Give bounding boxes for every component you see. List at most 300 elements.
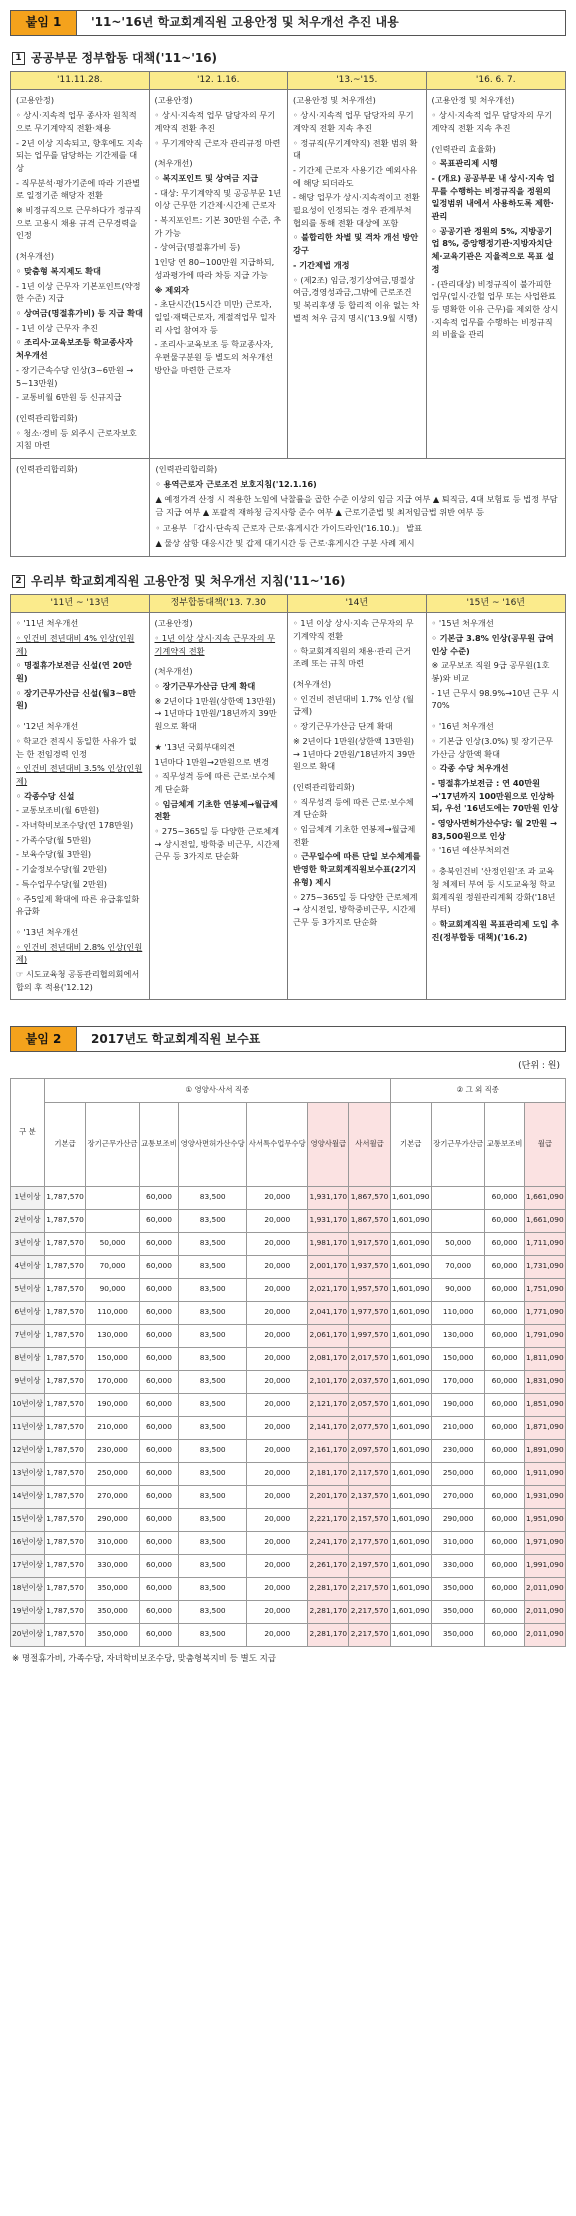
salary-step-cell: 20년이상 [11, 1623, 45, 1646]
salary-cell: 60,000 [139, 1623, 178, 1646]
salary-cell: 1,917,570 [349, 1232, 390, 1255]
salary-cell: 83,500 [179, 1416, 247, 1439]
salary-cell: 60,000 [139, 1554, 178, 1577]
section1-line: ◦ 조리사·교육보조등 학교종사자 처우개선 [16, 337, 133, 361]
salary-cell: 90,000 [431, 1278, 485, 1301]
section1-line: ◦ 맞춤형 복지제도 확대 [16, 265, 101, 276]
salary-cell: 1,891,090 [524, 1439, 565, 1462]
section1-line: ◦ 상여금(명절휴가비) 등 지급 확대 [16, 307, 143, 318]
section1-line: ◦ 상시·지속적 업무 종사자 원칙적으로 무기계약직 전환·채용 [16, 110, 137, 133]
salary-cell: 50,000 [431, 1232, 485, 1255]
table-row [11, 1278, 566, 1301]
salary-col-header: 영양사면허가산수당 [179, 1102, 247, 1186]
salary-cell: 60,000 [139, 1485, 178, 1508]
table-row [11, 1209, 566, 1232]
salary-cell: 330,000 [86, 1554, 140, 1577]
section1-line: ◦ 정규직(무기계약직) 전환 범위 확대 [293, 137, 418, 161]
salary-col-header: 영양사월급 [308, 1102, 349, 1186]
salary-cell: 2,011,090 [524, 1623, 565, 1646]
salary-cell: 83,500 [179, 1623, 247, 1646]
salary-cell: 20,000 [247, 1554, 308, 1577]
salary-cell: 1,601,090 [390, 1255, 431, 1278]
section2-line: - 1년 근무시 98.9%→10년 근무 시 70% [431, 687, 560, 711]
salary-cell: 2,281,170 [308, 1600, 349, 1623]
salary-cell: 60,000 [485, 1324, 524, 1347]
salary-cell: 2,017,570 [349, 1347, 390, 1370]
salary-step-cell: 2년이상 [11, 1209, 45, 1232]
section1-line: (고용안정) [154, 95, 193, 106]
salary-cell: 83,500 [179, 1600, 247, 1623]
salary-cell: 190,000 [431, 1393, 485, 1416]
section1-col-body [11, 90, 150, 458]
section2-line: ◦ 직무성격 등에 따른 근로·보수체계 단순화 [293, 796, 414, 820]
table-row [11, 1324, 566, 1347]
salary-cell: 1,787,570 [45, 1439, 86, 1462]
salary-cell: 250,000 [86, 1462, 140, 1485]
section1-line: ◦ 목표관리제 시행 [431, 158, 498, 169]
section1-line: (처우개선) [154, 158, 193, 169]
salary-cell: 1,931,090 [524, 1485, 565, 1508]
section1-line: (고용안정 및 처우개선) [431, 95, 515, 106]
section1-line: - 초단시간(15시간 미만) 근로자, 일일·재택근로자, 계절적업무 일자리 사업 참여자 등 [154, 299, 276, 335]
salary-cell: 1,787,570 [45, 1232, 86, 1255]
salary-cell: 60,000 [485, 1370, 524, 1393]
salary-cell: 2,021,170 [308, 1278, 349, 1301]
salary-cell [431, 1186, 485, 1209]
salary-cell: 110,000 [86, 1301, 140, 1324]
salary-cell: 210,000 [86, 1416, 140, 1439]
section2-line: ◦ 인건비 전년대비 1.7% 인상 (월급제) [293, 693, 414, 717]
salary-cell: 60,000 [485, 1255, 524, 1278]
salary-cell: 83,500 [179, 1508, 247, 1531]
salary-cell: 1,971,090 [524, 1531, 565, 1554]
section2-line: - 교통보조비(월 6만원) [16, 805, 100, 816]
table-row [11, 1462, 566, 1485]
salary-cell: 2,217,570 [349, 1600, 390, 1623]
salary-cell: 60,000 [139, 1439, 178, 1462]
table-row [11, 1255, 566, 1278]
salary-group1-header: ① 영양사·사서 직종 [45, 1078, 391, 1102]
section1-mgmt-right [150, 459, 566, 556]
salary-cell: 2,281,170 [308, 1623, 349, 1646]
salary-step-cell: 15년이상 [11, 1508, 45, 1531]
section2-line: - 특수업무수당(월 2만원) [16, 878, 107, 889]
section1-mgmt-line: ▲ 물상 삼항 대응시간 및 갑제 대기시간 등 근로·휴게시간 구분 사례 제시 [155, 537, 415, 548]
salary-cell: 20,000 [247, 1186, 308, 1209]
salary-cell: 20,000 [247, 1485, 308, 1508]
salary-cell: 60,000 [139, 1600, 178, 1623]
section2-line: - 영양사면허가산수당: 월 2만원 → 83,500원으로 인상 [431, 818, 558, 841]
section1-line: ◦ 청소·경비 등 외주시 근로자보호지침 마련 [16, 427, 137, 451]
salary-cell: 1,931,170 [308, 1209, 349, 1232]
section1-line: (인력관리 효율화) [431, 143, 496, 154]
salary-cell: 1,811,090 [524, 1347, 565, 1370]
salary-cell: 2,197,570 [349, 1554, 390, 1577]
salary-cell: 1,957,570 [349, 1278, 390, 1301]
salary-step-cell: 17년이상 [11, 1554, 45, 1577]
section2-col-header: '14년 [288, 595, 427, 613]
section2-line: ◦ '15년 처우개선 [431, 618, 494, 629]
section1-line: ◦ 상시·지속적 업무 담당자의 무기계약직 전환 지속 추진 [431, 110, 553, 133]
salary-step-cell: 5년이상 [11, 1278, 45, 1301]
section1-line: ◦ 상시·지속적 업무 담당자의 무기계약직 전환 추진 [154, 110, 276, 133]
salary-cell: 1,791,090 [524, 1324, 565, 1347]
salary-cell: 1,787,570 [45, 1324, 86, 1347]
section1-line: 1인당 연 80~100만원 지급하되, 성과평가에 따라 차등 지급 가능 [154, 257, 275, 280]
section1-col-body [427, 90, 566, 458]
salary-cell: 83,500 [179, 1531, 247, 1554]
salary-cell: 2,177,570 [349, 1531, 390, 1554]
salary-cell: 60,000 [139, 1393, 178, 1416]
appendix2-title: 2017년도 학교회계직원 보수표 [91, 1031, 261, 1046]
salary-cell: 2,037,570 [349, 1370, 390, 1393]
table-row [11, 1232, 566, 1255]
salary-cell: 2,217,570 [349, 1577, 390, 1600]
section2-line: ◦ 기본급 3.8% 인상(공무원 급여 인상 수준) [431, 632, 554, 656]
section2-line: ◦ 각종수당 신설 [16, 790, 75, 801]
section1-mgmt-line: ◦ 고용부 「갑시·단속직 근로자 근로·휴게시간 가이드라인('16.10.)」 발표 [155, 522, 423, 533]
salary-cell: 60,000 [139, 1232, 178, 1255]
salary-table [10, 1078, 566, 1647]
salary-cell [431, 1209, 485, 1232]
salary-cell: 20,000 [247, 1232, 308, 1255]
table-row [11, 1370, 566, 1393]
salary-cell: 60,000 [139, 1508, 178, 1531]
section2-col-body [11, 613, 150, 999]
section2-number: 2 [12, 575, 25, 588]
salary-step-cell: 7년이상 [11, 1324, 45, 1347]
section2-line: (처우개선) [293, 679, 332, 690]
salary-cell: 350,000 [431, 1600, 485, 1623]
salary-cell: 290,000 [86, 1508, 140, 1531]
section1-col-header: '13.~'15. [288, 72, 427, 90]
section2-line: (처우개선) [154, 666, 193, 677]
section2-line: - 자녀학비보조수당(연 178만원) [16, 820, 134, 831]
section2-line: ◦ 충북인건비 '산정인원'조 과 교육청 체제터 부여 등 시도교육청 학교회계직원 정원관리계획 강화('18년부터) [431, 866, 556, 915]
salary-cell: 60,000 [485, 1577, 524, 1600]
salary-step-cell: 12년이상 [11, 1439, 45, 1462]
salary-cell: 83,500 [179, 1439, 247, 1462]
salary-footnote: ※ 명절휴가비, 가족수당, 자녀학비보조수당, 맞춤형복지비 등 별도 지급 [12, 1653, 277, 1664]
appendix1-badge: 붙임 1 [11, 11, 77, 35]
salary-cell: 1,787,570 [45, 1531, 86, 1554]
section1-line: (고용안정) [16, 95, 55, 106]
salary-cell: 83,500 [179, 1393, 247, 1416]
salary-cell: 83,500 [179, 1324, 247, 1347]
appendix1-header [10, 10, 566, 36]
salary-col-header: 월급 [524, 1102, 565, 1186]
salary-cell: 1,787,570 [45, 1508, 86, 1531]
salary-cell: 250,000 [431, 1462, 485, 1485]
section1-col-body [150, 90, 289, 458]
section2-line: ※ 2년이다 1만원(상한액 13만원) → 1년마다 1만원/'18년까지 39만원으로 확대 [154, 695, 277, 732]
appendix2-header [10, 1026, 566, 1052]
salary-cell: 1,601,090 [390, 1577, 431, 1600]
salary-cell: 20,000 [247, 1209, 308, 1232]
salary-cell: 83,500 [179, 1301, 247, 1324]
section1-line: ※ 비정규직으로 근무하다가 정규직으로 고용시 채용 규격 근무경력을 인정 [16, 205, 142, 241]
salary-cell: 1,787,570 [45, 1186, 86, 1209]
salary-cell: 60,000 [485, 1416, 524, 1439]
section2-line: ◦ 인건비 전년대비 2.8% 인상(인원제) [16, 941, 143, 965]
section1-mgmt-left: (인력관리합리화) [11, 459, 150, 556]
salary-col-header: 장기근무가산금 [86, 1102, 140, 1186]
salary-cell: 83,500 [179, 1232, 247, 1255]
salary-cell: 83,500 [179, 1255, 247, 1278]
table-row [11, 1485, 566, 1508]
salary-cell: 60,000 [139, 1416, 178, 1439]
salary-cell: 20,000 [247, 1347, 308, 1370]
table-row [11, 1347, 566, 1370]
section1-mgmt-line: (인력관리합리화) [155, 464, 218, 475]
salary-cell [86, 1186, 140, 1209]
salary-cell: 83,500 [179, 1462, 247, 1485]
salary-cell: 60,000 [139, 1278, 178, 1301]
section1-col-header: '16. 6. 7. [427, 72, 566, 90]
section2-line: ◦ '12년 처우개선 [16, 721, 79, 732]
salary-cell: 150,000 [431, 1347, 485, 1370]
salary-cell: 2,011,090 [524, 1577, 565, 1600]
table-row [11, 1600, 566, 1623]
salary-cell: 1,601,090 [390, 1324, 431, 1347]
salary-cell: 170,000 [86, 1370, 140, 1393]
salary-cell: 1,787,570 [45, 1485, 86, 1508]
salary-cell: 20,000 [247, 1324, 308, 1347]
section2-line: ◦ 주5일제 확대에 따른 유급휴일화 유급화 [16, 893, 140, 917]
section1-line: ◦ 공공기관 정원의 5%, 지방공기업 8%, 중앙행정기관·지방자치단체·교육기관은 지율적으로 목표 설정 [431, 225, 554, 274]
salary-step-cell: 9년이상 [11, 1370, 45, 1393]
salary-cell: 60,000 [485, 1278, 524, 1301]
salary-cell: 2,161,170 [308, 1439, 349, 1462]
section1-line: - 1년 이상 근무자 기본포인트(약정한 수준) 지급 [16, 280, 141, 304]
salary-cell: 1,931,170 [308, 1186, 349, 1209]
salary-cell: 310,000 [431, 1531, 485, 1554]
salary-cell: 60,000 [485, 1301, 524, 1324]
salary-cell: 190,000 [86, 1393, 140, 1416]
table-row [11, 1577, 566, 1600]
section1-line: ◦ 상시·지속적 업무 담당자의 무기계약직 전환 지속 추진 [293, 110, 414, 133]
section1-line: - (개요) 공공부문 내 상시·지속 업무를 수행하는 비정규직을 정원의 일정범위 내에서 사용하도록 제한·관리 [431, 172, 555, 222]
section1-line: ◦ 복지포인트 및 상여금 지급 [154, 172, 259, 183]
section1-line: - 장기근속수당 인상(3~6만원 → 5~13만원) [16, 364, 134, 388]
table-row [11, 1393, 566, 1416]
salary-cell: 1,601,090 [390, 1278, 431, 1301]
salary-cell: 20,000 [247, 1439, 308, 1462]
salary-cell: 20,000 [247, 1393, 308, 1416]
salary-step-cell: 18년이상 [11, 1577, 45, 1600]
salary-cell: 1,601,090 [390, 1232, 431, 1255]
salary-cell: 20,000 [247, 1531, 308, 1554]
salary-cell: 60,000 [139, 1324, 178, 1347]
table-row [11, 1623, 566, 1646]
section2-col-header: '15년 ~ '16년 [427, 595, 566, 613]
salary-cell: 60,000 [139, 1255, 178, 1278]
section1-mgmt-line: ▲ 예정가격 산정 시 적용한 노임에 낙찰률을 곱한 수준 이상의 임금 지급 여부 ▲ 퇴직금, 4대 보험료 등 법정 부담금 지급 여부 ▲ 포괄적 재하청 금지사항 준수 여부 ▲ 근로기준법 및 최저임금법 위반 여부 등 [155, 494, 558, 518]
salary-step-cell: 1년이상 [11, 1186, 45, 1209]
table-row [11, 1531, 566, 1554]
salary-cell: 2,011,090 [524, 1600, 565, 1623]
salary-cell: 60,000 [485, 1347, 524, 1370]
salary-cell: 150,000 [86, 1347, 140, 1370]
section2-col-header: '11년 ~ '13년 [11, 595, 150, 613]
salary-cell: 1,991,090 [524, 1554, 565, 1577]
salary-step-cell: 13년이상 [11, 1462, 45, 1485]
salary-cell: 350,000 [431, 1577, 485, 1600]
table-row [11, 1186, 566, 1209]
salary-cell: 2,281,170 [308, 1577, 349, 1600]
salary-cell: 1,867,570 [349, 1186, 390, 1209]
section2-col-header: 정부합동대책('13. 7.30 [150, 595, 289, 613]
salary-cell: 60,000 [485, 1439, 524, 1462]
section2-line: ※ 2년이다 1만원(상한액 13만원) → 1년마다 2만원/'18년까지 39만원으로 확대 [293, 735, 416, 772]
salary-cell: 70,000 [86, 1255, 140, 1278]
salary-cell: 1,601,090 [390, 1439, 431, 1462]
salary-cell: 1,871,090 [524, 1416, 565, 1439]
salary-cell: 230,000 [431, 1439, 485, 1462]
salary-cell: 60,000 [139, 1462, 178, 1485]
salary-cell: 60,000 [485, 1623, 524, 1646]
salary-cell: 350,000 [431, 1623, 485, 1646]
section2-line: (고용안정) [154, 618, 193, 629]
salary-cell: 20,000 [247, 1370, 308, 1393]
section1-line: ◦ 무기계약직 근로자 관리규정 마련 [154, 137, 281, 148]
salary-cell: 1,977,570 [349, 1301, 390, 1324]
salary-cell: 90,000 [86, 1278, 140, 1301]
salary-cell: 1,601,090 [390, 1393, 431, 1416]
salary-cell: 1,787,570 [45, 1370, 86, 1393]
salary-cell: 1,787,570 [45, 1255, 86, 1278]
salary-cell: 60,000 [139, 1186, 178, 1209]
section1-line: - 직무분석·평가기준에 따라 기관별로 일정기준 해당자 전환 [16, 177, 141, 201]
section1-number: 1 [12, 52, 25, 65]
salary-cell: 1,711,090 [524, 1232, 565, 1255]
salary-cell: 83,500 [179, 1347, 247, 1370]
section2-line: ◦ 근무일수에 따른 단일 보수체계를 반영한 학교회계직원보수표(2기지 유형) 제시 [293, 851, 421, 887]
salary-col-header: 기본급 [390, 1102, 431, 1186]
salary-col-header: 교통보조비 [485, 1102, 524, 1186]
salary-cell: 1,981,170 [308, 1232, 349, 1255]
salary-cell: 60,000 [485, 1393, 524, 1416]
salary-col-header: 사서특수업무수당 [247, 1102, 308, 1186]
salary-cell: 60,000 [485, 1531, 524, 1554]
salary-cell: 20,000 [247, 1577, 308, 1600]
salary-cell: 1,601,090 [390, 1600, 431, 1623]
salary-cell: 1,851,090 [524, 1393, 565, 1416]
salary-cell: 1,867,570 [349, 1209, 390, 1232]
salary-cell: 83,500 [179, 1485, 247, 1508]
table-row [11, 1301, 566, 1324]
section1-line: (처우개선) [16, 251, 55, 262]
salary-cell: 2,097,570 [349, 1439, 390, 1462]
salary-cell: 20,000 [247, 1508, 308, 1531]
section2-col-body [288, 613, 427, 999]
section2-title: 우리부 학교회계직원 고용안정 및 처우개선 지침('11~'16) [31, 573, 346, 588]
section1-line: - 기간제법 개정 [293, 259, 350, 270]
salary-cell: 60,000 [485, 1485, 524, 1508]
salary-cell: 83,500 [179, 1278, 247, 1301]
salary-cell: 50,000 [86, 1232, 140, 1255]
section1-line: - 상여금(명절휴가비 등) [154, 242, 241, 253]
salary-cell: 2,057,570 [349, 1393, 390, 1416]
section2-grid [10, 594, 566, 1000]
section2-line: ◦ 인건비 전년대비 3.5% 인상(인원제) [16, 763, 143, 786]
section2-line: - 명절휴가보전금 : 연 40만원→'17년까지 100만원으로 인상하되, 우선 '16년도에는 70만원 인상 [431, 777, 559, 814]
salary-cell: 1,787,570 [45, 1416, 86, 1439]
salary-cell: 1,601,090 [390, 1462, 431, 1485]
salary-cell: 230,000 [86, 1439, 140, 1462]
section2-col-body [427, 613, 566, 999]
salary-stub-header: 구 분 [11, 1078, 45, 1186]
salary-cell: 1,601,090 [390, 1347, 431, 1370]
salary-cell: 20,000 [247, 1416, 308, 1439]
salary-cell: 60,000 [485, 1554, 524, 1577]
section2-line: ◦ 장기근무가산금 단계 확대 [293, 721, 393, 732]
section2-line: ◦ 인건비 전년대비 4% 인상(인원제) [16, 632, 135, 656]
section2-line: ◦ 각종 수당 처우개선 [431, 763, 509, 774]
salary-cell: 270,000 [86, 1485, 140, 1508]
table-row [11, 1439, 566, 1462]
salary-step-cell: 11년이상 [11, 1416, 45, 1439]
salary-cell [86, 1209, 140, 1232]
salary-cell: 2,137,570 [349, 1485, 390, 1508]
salary-step-cell: 3년이상 [11, 1232, 45, 1255]
salary-cell: 2,201,170 [308, 1485, 349, 1508]
appendix1-title: '11~'16년 학교회계직원 고용안정 및 처우개선 추진 내용 [91, 15, 399, 30]
salary-cell: 1,601,090 [390, 1485, 431, 1508]
section1-col-header: '11.11.28. [11, 72, 150, 90]
section2-line: - 기술정보수당(월 2만원) [16, 864, 107, 875]
salary-cell: 83,500 [179, 1186, 247, 1209]
section1-line: - (관리대상) 비정규직이 불가피한 업무(일시·간헐 업무 또는 사업완료 등 명확한 이유 근무)를 제외한 상시·지속적 업무를 수행하는 비정규직의 비율을 관리 [431, 278, 559, 340]
section1-line: ◦ (제2조) 임금,정기상여금,명절상여금,경영성과금,그밖에 근로조건 및 복리후생 등 합리적 이유 없는 차별적 처우 금지 명시('13.9월 시행) [293, 274, 420, 323]
salary-cell: 2,121,170 [308, 1393, 349, 1416]
salary-group2-header: ② 그 외 직종 [390, 1078, 565, 1102]
salary-cell: 2,141,170 [308, 1416, 349, 1439]
salary-cell: 1,787,570 [45, 1393, 86, 1416]
section1-line: - 기간제 근로자 사용기간 예외사유에 해당 되더라도 [293, 164, 418, 188]
section2-line: ◦ 임금체계 기초한 연봉제→월급제 전환 [154, 798, 278, 822]
table-row [11, 1416, 566, 1439]
section2-line: ◦ '16년 처우개선 [431, 721, 494, 732]
salary-cell: 1,601,090 [390, 1554, 431, 1577]
salary-cell: 20,000 [247, 1600, 308, 1623]
salary-cell: 1,661,090 [524, 1186, 565, 1209]
salary-cell: 1,771,090 [524, 1301, 565, 1324]
section2-line: ◦ 275~365일 등 다양한 근로체계 → 상시전일, 방학중 비근무, 시간제근무 등 3가지로 단순화 [154, 826, 280, 862]
section2-line: ◦ 1년 이상 상시·지속 근무자의 무기계약직 전환 [293, 618, 414, 641]
salary-cell: 1,787,570 [45, 1554, 86, 1577]
section1-line: - 복지포인트: 기본 30만원 수준, 추가 가능 [154, 215, 282, 238]
salary-cell: 210,000 [431, 1416, 485, 1439]
table-row [11, 1554, 566, 1577]
salary-cell: 1,601,090 [390, 1508, 431, 1531]
salary-step-cell: 4년이상 [11, 1255, 45, 1278]
section2-line: ◦ 장기근무가산금 신설(월3~8만원) [16, 687, 136, 711]
section1-line: - 2년 이상 지속되고, 향후에도 지속되는 업무를 담당하는 기간제를 대상 [16, 137, 143, 173]
salary-step-cell: 6년이상 [11, 1301, 45, 1324]
salary-cell: 70,000 [431, 1255, 485, 1278]
salary-cell: 350,000 [86, 1577, 140, 1600]
salary-cell: 20,000 [247, 1301, 308, 1324]
salary-cell: 1,751,090 [524, 1278, 565, 1301]
section2-line: ◦ 학교간 전직시 동일한 사유가 없는 한 전임경력 인정 [16, 735, 137, 759]
salary-cell: 20,000 [247, 1278, 308, 1301]
salary-cell: 1,787,570 [45, 1623, 86, 1646]
salary-cell: 83,500 [179, 1209, 247, 1232]
section2-line: ◦ 학교회계직원 목표관리제 도입 추진(정부합동 대책)('16.2) [431, 918, 559, 942]
section2-line: ◦ '13년 처우개선 [16, 926, 79, 937]
section2-line: ◦ '11년 처우개선 [16, 618, 79, 629]
